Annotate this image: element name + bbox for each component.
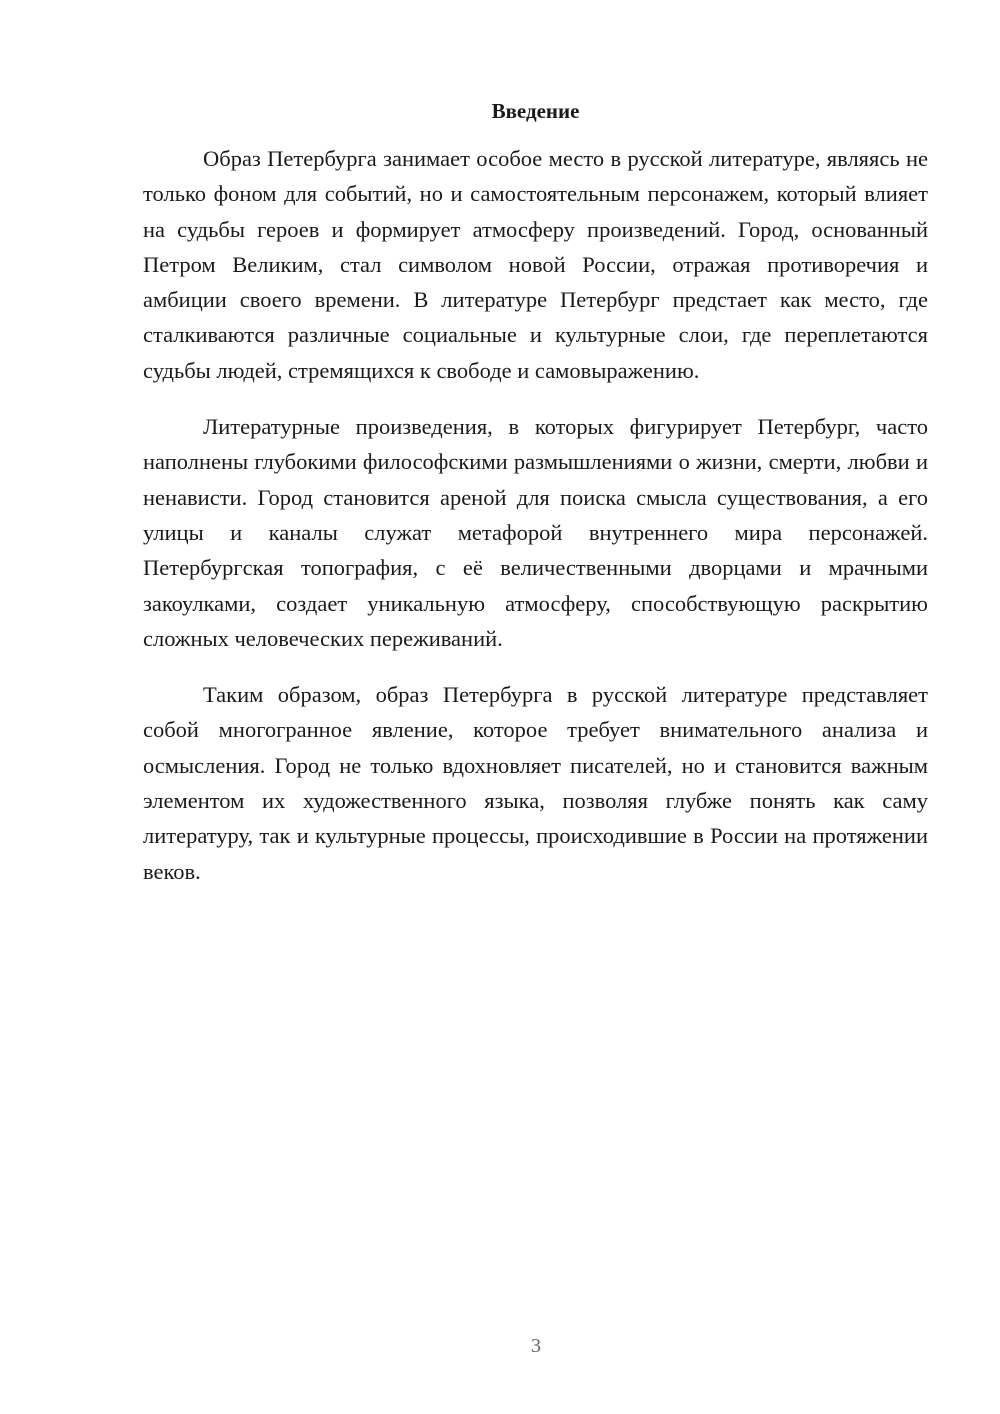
paragraph-introduction: Образ Петербурга занимает особое место в русской литературе, являясь не только фоном для событий, но и самостоятельным персонажем, который влияет на судьбы героев и формирует атмосферу произведений. Город, основанный Петром Великим, стал символом новой России, отражая противоречия и амбиции своего времени. В литературе Петербург предстает как место, где сталкиваются различные социальные и культурные слои, где переплетаются судьбы людей, стремящихся к свободе и самовыражению.	[143, 146, 928, 383]
paragraph-themes: Литературные произведения, в которых фигурирует Петербург, часто наполнены глубокими философскими размышлениями о жизни, смерти, любви и ненависти. Город становится ареной для поиска смысла существования, а его улицы и каналы служат метафорой внутреннего мира персонажей. Петербургская топография, с её величественными дворцами и мрачными закоулками, создает уникальную атмосферу, способствующую раскрытию сложных человеческих переживаний.	[143, 414, 928, 651]
paragraph-conclusion: Таким образом, образ Петербурга в русской литературе представляет собой многогранное явление, которое требует внимательного анализа и осмысления. Город не только вдохновляет писателей, но и становится важным элементом их художественного языка, позволяя глубже понять как саму литературу, так и культурные процессы, происходившие в России на протяжении веков.	[143, 682, 928, 884]
page-number: 3	[531, 1335, 541, 1357]
document-body	[143, 141, 928, 910]
section-heading: Введение	[491, 99, 580, 123]
